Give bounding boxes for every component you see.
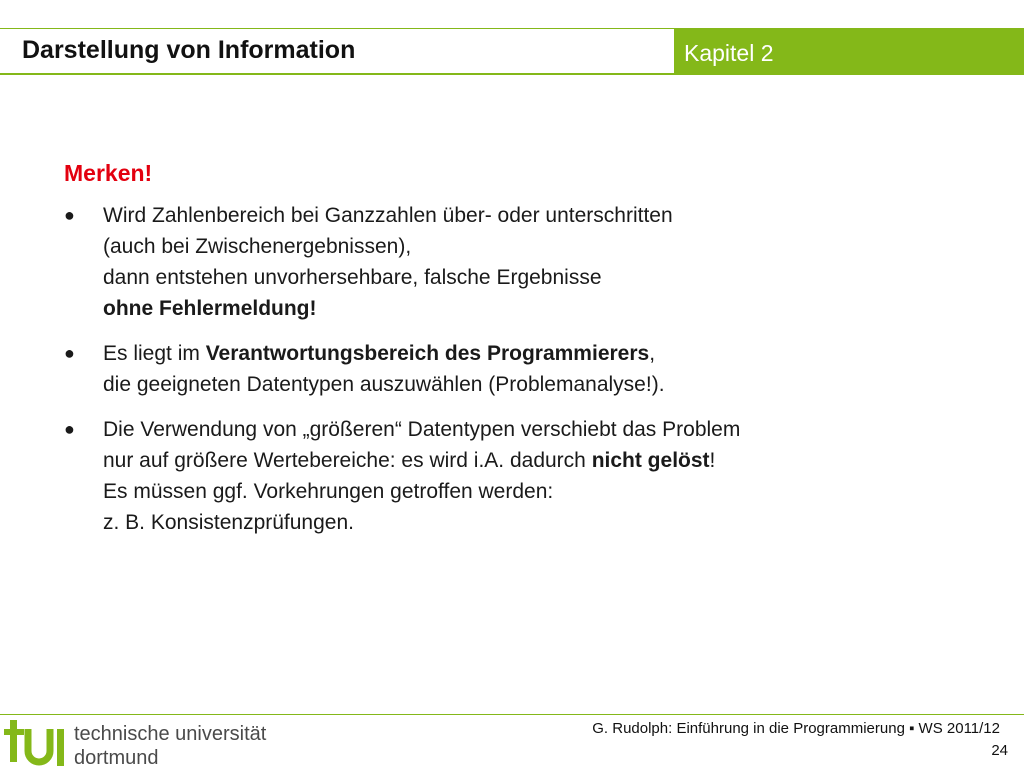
bullet-3-line-2: [103, 445, 964, 476]
bullet-1-line-1: Wird Zahlenbereich bei Ganzzahlen über- oder unterschritten: [103, 204, 673, 227]
slide-title: Darstellung von Information: [22, 36, 356, 64]
slide-content: [64, 160, 964, 552]
bullet-2-line-1: [103, 338, 964, 369]
bullet-1-line-2: (auch bei Zwischenergebnissen),: [103, 235, 412, 258]
bullet-3-line-2-prefix: nur auf größere Wertebereiche: es wird i.A. dadurch: [103, 449, 592, 472]
bullet-2-line-2: die geeigneten Datentypen auszuwählen (Problemanalyse!).: [103, 373, 665, 396]
footer-citation: G. Rudolph: Einführung in die Programmierung ▪ WS 2011/12: [592, 720, 1000, 737]
chapter-badge: [674, 29, 1024, 75]
bullet-item-1: [64, 200, 964, 324]
bullet-1-bold-line: ohne Fehlermeldung!: [103, 297, 317, 320]
bullet-dot-icon: ●: [64, 205, 75, 225]
bullet-3-line-4: z. B. Konsistenzprüfungen.: [103, 511, 354, 534]
bullet-item-2: [64, 338, 964, 400]
bullet-dot-icon: ●: [64, 343, 75, 363]
university-name-line-1: technische universität: [74, 723, 267, 745]
footer-divider: [0, 714, 1024, 715]
university-name-line-2: dortmund: [74, 747, 159, 769]
bullet-item-3: [64, 414, 964, 538]
header-divider: [0, 73, 1024, 75]
bullet-2-prefix: Es liegt im: [103, 342, 206, 365]
bullet-2-bold: Verantwortungsbereich des Programmierers: [205, 342, 650, 365]
bullet-1-line-3: dann entstehen unvorhersehbare, falsche Ergebnisse: [103, 266, 602, 289]
bullet-3-line-1: Die Verwendung von „größeren“ Datentypen verschiebt das Problem: [103, 418, 741, 441]
merken-heading: Merken!: [64, 160, 153, 186]
chapter-label: Kapitel 2: [684, 40, 774, 66]
bullet-3-line-2-bold: nicht gelöst: [591, 449, 710, 472]
university-name: [74, 722, 266, 770]
bullet-2-suffix: ,: [649, 342, 656, 365]
bullet-3-line-3: Es müssen ggf. Vorkehrungen getroffen werden:: [103, 480, 554, 503]
tu-logo-icon: [4, 716, 70, 768]
page-number: 24: [991, 742, 1008, 759]
bullet-3-line-2-suffix: !: [709, 449, 716, 472]
bullet-dot-icon: ●: [64, 419, 75, 439]
